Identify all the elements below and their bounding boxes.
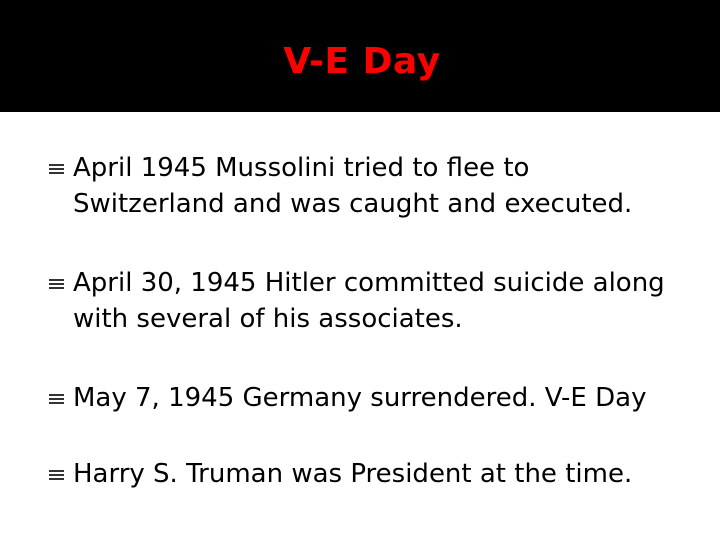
bullet-text: April 1945 Mussolini tried to flee to Switzerland and was caught and executed.: [73, 153, 633, 219]
bullet-icon: [49, 394, 64, 405]
bullet-icon: [49, 164, 64, 175]
bullet-icon: [49, 470, 64, 481]
bullet-text: Harry S. Truman was President at the time.: [73, 459, 633, 489]
slide-title: V-E Day: [283, 41, 441, 82]
bullet-text: May 7, 1945 Germany surrendered. V-E Day: [73, 383, 647, 413]
bullet-text: April 30, 1945 Hitler committed suicide along with several of his associates.: [73, 268, 665, 334]
bullet-icon: [49, 279, 64, 290]
